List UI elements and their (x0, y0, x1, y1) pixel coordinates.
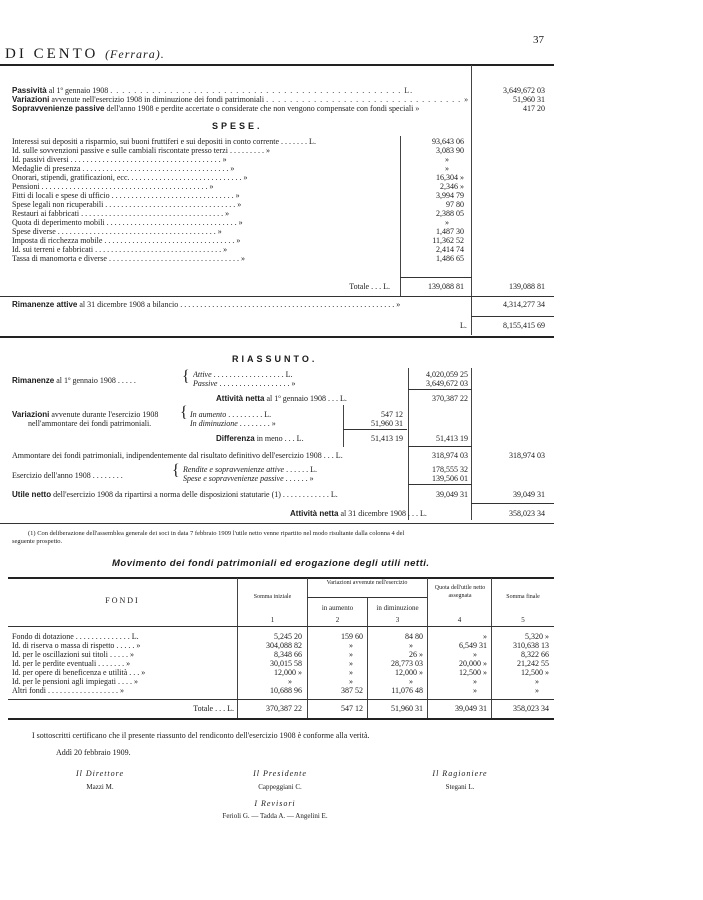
aumento-amount: 547 12 (381, 410, 403, 419)
passive-amount: 3,649,672 03 (426, 379, 468, 388)
spese-row: Onorari, stipendi, gratificazioni, ecc. . . . . . . . . . . . . . . . . . . . . . . . . . . . . » (12, 173, 248, 182)
table-cell: 30,015 58 (270, 659, 302, 668)
diminuzione-amount: 51,960 31 (371, 419, 403, 428)
spese-amount: 2,414 74 (436, 245, 464, 254)
spese-amount: » (445, 218, 449, 227)
table-totale-cell: 370,387 22 (266, 704, 302, 713)
grand-total-label: L. (460, 321, 467, 330)
riassunto-column-rule (408, 368, 409, 520)
spese-totale-label: Totale . . . L. (349, 282, 390, 291)
signature-title-ragioniere: Il Ragioniere (432, 769, 488, 778)
table-cell: » (288, 677, 292, 686)
col-number: 4 (457, 616, 462, 624)
table-cell: 5,245 20 (274, 632, 302, 641)
sopravvenienze-row: Sopravvenienze passive dell'anno 1908 e perdite accertate o considerate che non vengono compensate con fondi speciali » (12, 104, 421, 113)
spese-amount: 3,994 79 (436, 191, 464, 200)
rule (408, 446, 472, 447)
table-cell: » (473, 650, 477, 659)
spese-amount: 16,304 » (436, 173, 464, 182)
grand-total-rule (471, 316, 554, 317)
grand-total-amount: 8,155,415 69 (503, 321, 545, 330)
spese-amount: 2,388 05 (436, 209, 464, 218)
rimanenze-attive-total: 4,314,277 34 (503, 300, 545, 309)
header-title-paren: (Ferrara). (105, 47, 165, 61)
rendite-row: Rendite e sopravvenienze attive . . . . . . L. (183, 465, 317, 474)
spese-heading: SPESE. (212, 121, 263, 131)
table-row-label: Id. per le perdite eventuali . . . . . . . » (12, 659, 131, 668)
certification-text: I sottoscritti certificano che il presente riassunto del rendiconto dell'esercizio 1908 è conforme alla verità. (32, 731, 370, 740)
rimanenze-attive-row: Rimanenze attive al 31 dicembre 1908 a bilancio . . . . . . . . . . . . . . . . . . . . . . . . . . . . . . . . . . . . . . . . . . . . . . . . . . . . . . » (12, 300, 401, 309)
table-cell: 20,000 » (459, 659, 487, 668)
table-totale-label: Totale . . . L. (193, 704, 234, 713)
table-cell: » (349, 668, 353, 677)
table-cell: » (483, 632, 487, 641)
spese-amount: 1,487 30 (436, 227, 464, 236)
utile-amount: 39,049 31 (436, 490, 468, 499)
table-cell: » (535, 686, 539, 695)
rule (0, 523, 554, 524)
signature-title-direttore: Il Direttore (75, 769, 125, 778)
variazioni-total: 51,960 31 (513, 95, 545, 104)
spese-row: Interessi sui depositi a risparmio, sui buoni fruttiferi e sui depositi in conto corrente . . . . . . . L. (12, 137, 316, 146)
table-row-label: Id. per le oscillazioni sui titoli . . . . . » (12, 650, 134, 659)
spese-row: Spese legali non ricuperabili . . . . . . . . . . . . . . . . . . . . . . . . . . . . . . . . . » (12, 200, 242, 209)
table-cell: 26 » (409, 650, 423, 659)
table-cell: » (349, 659, 353, 668)
table-cell: » (535, 677, 539, 686)
spese-totale-amount: 139,088 81 (428, 282, 464, 291)
passivita-row: Passività al 1º gennaio 1908 . . . . . . . . . . . . . . . . . . . . . . . . . . . . . . . . . . . . . . . . . . . . . . . . . L. (12, 86, 414, 95)
spese-row: Id. sulle sovvenzioni passive e sulle cambiali riscontate presso terzi . . . . . . . . . » (12, 146, 270, 155)
attivita31-amount: 358,023 34 (509, 509, 545, 518)
table-totale-cell: 547 12 (341, 704, 363, 713)
passivita-total: 3,649,672 03 (503, 86, 545, 95)
header-title-caps: DI CENTO (5, 46, 99, 62)
utile-right: 39,049 31 (513, 490, 545, 499)
spese-row: Spese diverse . . . . . . . . . . . . . . . . . . . . . . . . . . . . . . . . . . . . . . . . » (12, 227, 222, 236)
passive-row: Passive . . . . . . . . . . . . . . . . . . » (193, 379, 296, 388)
table-cell: 11,076 48 (391, 686, 423, 695)
spese-row: Restauri ai fabbricati . . . . . . . . . . . . . . . . . . . . . . . . . . . . . . . . . . . . » (12, 209, 230, 218)
aumento-row: In aumento . . . . . . . . . L. (190, 410, 272, 419)
col-somma-finale: Somma finale (506, 594, 540, 600)
attive-row: Attive . . . . . . . . . . . . . . . . . . L. (193, 370, 293, 379)
table-cell: 8,348 66 (274, 650, 302, 659)
table-col-rule (427, 578, 428, 718)
table-bottom-rule (8, 718, 554, 720)
attivita31-row: Attività netta al 31 dicembre 1908 . . . L. (290, 509, 427, 518)
revisori-title: I Revisori (254, 799, 296, 808)
rule (408, 484, 472, 485)
col-number: 2 (335, 616, 340, 624)
section-rule (0, 336, 554, 338)
signature-name-direttore: Mazzi M. (86, 783, 114, 791)
rule (0, 296, 554, 297)
table-row-label: Fondo di dotazione . . . . . . . . . . . . . . L. (12, 632, 139, 641)
spese-row: Tassa di manomorta e diverse . . . . . . . . . . . . . . . . . . . . . . . . . . . . . . . . . » (12, 254, 245, 263)
rimanenze-row: Rimanenze al 1º gennaio 1908 . . . . . (12, 376, 136, 385)
col-number: 5 (521, 616, 525, 624)
col-in-diminuzione: in diminuzione (376, 604, 419, 612)
header-title (5, 46, 165, 63)
spese-row: Fitti di locali e spese di ufficio . . . . . . . . . . . . . . . . . . . . . . . . . . . . . . . » (12, 191, 240, 200)
spese-amount: 2,346 » (440, 182, 464, 191)
spese-amount: 1,486 65 (436, 254, 464, 263)
variazioni-text2: nell'ammontare dei fondi patrimoniali. (28, 419, 152, 428)
bracket: { (180, 404, 188, 421)
table-cell: 12,500 » (521, 668, 549, 677)
footnote-line1: (1) Con deliberazione dell'assemblea generale dei soci in data 7 febbraio 1909 l'utile netto venne ripartito nel modo risultante dalla colonna 4 del (28, 530, 405, 537)
table-cell: 6,549 31 (459, 641, 487, 650)
variazioni-column-rule (343, 405, 344, 447)
riassunto-right-rule (471, 368, 472, 520)
table-cell: 12,000 » (274, 668, 302, 677)
col-number: 1 (270, 616, 275, 624)
riassunto-heading: RIASSUNTO. (232, 354, 318, 364)
bracket: { (182, 368, 190, 385)
table-cell: 84 80 (405, 632, 423, 641)
table-cell: 12,500 » (459, 668, 487, 677)
table-cell: » (349, 677, 353, 686)
variazioni-label-row: Variazioni avvenute durante l'esercizio 1908 (12, 410, 159, 419)
spese-totale-right: 139,088 81 (509, 282, 545, 291)
differenza-amount: 51,413 19 (371, 434, 403, 443)
table-cell: » (473, 677, 477, 686)
table-totale-cell: 51,960 31 (391, 704, 423, 713)
spese-row: Medaglie di presenza . . . . . . . . . . . . . . . . . . . . . . . . . . . . . . . . . . . . . » (12, 164, 235, 173)
spese-row: Quota di deperimento mobili . . . . . . . . . . . . . . . . . . . . . . . . . . . . . . . . . » (12, 218, 243, 227)
diminuzione-row: In diminuzione . . . . . . . . » (190, 419, 276, 428)
footnote-line2: seguente prospetto. (12, 538, 63, 545)
spese-amount: 11,362 52 (432, 236, 464, 245)
col-somma-iniziale: Somma iniziale (253, 594, 292, 600)
ammontare-amount: 318,974 03 (432, 451, 468, 460)
table-cell: 21,242 55 (517, 659, 549, 668)
spese-total-rule (400, 277, 472, 278)
table-cell: » (349, 641, 353, 650)
table-row-label: Id. di riserva o massa di rispetto . . . . . » (12, 641, 141, 650)
utile-row: Utile netto dell'esercizio 1908 da ripartirsi a norma delle disposizioni statutarie (1) . . . . . . . . . . . . L. (12, 490, 338, 499)
signature-name-presidente: Cappeggiani C. (258, 783, 302, 791)
variazioni-row: Variazioni avvenute nell'esercizio 1908 in diminuzione dei fondi patrimoniali . . . . . . . . . . . . . . . . . . . . . . . . . . . . . . . . . » (12, 95, 470, 104)
table-cell: 159 60 (341, 632, 363, 641)
table-cell: 5,320 » (525, 632, 549, 641)
page-number: 37 (533, 34, 544, 46)
ammontare-row: Ammontare dei fondi patrimoniali, indipendentemente dal risultato definitivo dell'esercizio 1908 . . . L. (12, 451, 343, 460)
spese-amount: 97 80 (446, 200, 464, 209)
spese-column-rule (400, 136, 401, 296)
table-totale-cell: 358,023 34 (513, 704, 549, 713)
differenza-row: Differenza in meno . . . L. (216, 434, 304, 443)
ammontare-right: 318,974 03 (509, 451, 545, 460)
table-cell: » (409, 641, 413, 650)
spese-row: Pensioni . . . . . . . . . . . . . . . . . . . . . . . . . . . . . . . . . . . . . . . . . . » (12, 182, 214, 191)
esercizio-row: Esercizio dell'anno 1908 . . . . . . . . (12, 471, 123, 480)
col-fondi: FONDI (105, 596, 140, 605)
rendite-amount: 178,555 32 (432, 465, 468, 474)
table-cell: 28,773 03 (391, 659, 423, 668)
revisori-names: Ferioli G. — Tadda A. — Angelini E. (222, 812, 328, 820)
col-in-aumento: in aumento (321, 604, 354, 612)
col-variazioni: Variazioni avvenute nell'esercizio (326, 580, 408, 586)
table-cell: 10,688 96 (270, 686, 302, 695)
spese-row: Id. sui terreni e fabbricati . . . . . . . . . . . . . . . . . . . . . . . . . . . . . . . . » (12, 245, 228, 254)
spese-sop-row: Spese e sopravvenienze passive . . . . . . » (183, 474, 314, 483)
sopravvenienze-total: 417 20 (523, 104, 545, 113)
certification-date: Addì 20 febbraio 1909. (56, 748, 131, 757)
table-cell: » (349, 650, 353, 659)
spese-amount: 3,083 90 (436, 146, 464, 155)
col-quota: Quota dell'utile netto assegnata (434, 585, 486, 599)
table-totale-cell: 39,049 31 (455, 704, 487, 713)
bracket: { (172, 462, 180, 479)
table-cell: » (473, 686, 477, 695)
spese-row: Id. passivi diversi . . . . . . . . . . . . . . . . . . . . . . . . . . . . . . . . . . . . . . » (12, 155, 227, 164)
table-cell: 304,088 82 (266, 641, 302, 650)
table-header-rule (8, 626, 554, 627)
spese-amount: 93,643 06 (432, 137, 464, 146)
table-cell: » (409, 677, 413, 686)
signature-title-presidente: Il Presidente (253, 769, 307, 778)
rule (471, 503, 554, 504)
spese-row: Imposta di ricchezza mobile . . . . . . . . . . . . . . . . . . . . . . . . . . . . . . . . . » (12, 236, 241, 245)
table-col-rule (307, 578, 308, 718)
table-cell: 387 52 (341, 686, 363, 695)
table-row-label: Id. per le pensioni agli impiegati . . . . » (12, 677, 138, 686)
col-number: 3 (395, 616, 400, 624)
table-top-rule (8, 577, 554, 579)
attivita-row: Attività netta al 1º gennaio 1908 . . . L. (216, 394, 347, 403)
table-total-rule (8, 699, 554, 700)
attive-amount: 4,020,059 25 (426, 370, 468, 379)
spese-sop-amount: 139,506 01 (432, 474, 468, 483)
table-cell: 12,000 » (395, 668, 423, 677)
table-cell: 8,322 66 (521, 650, 549, 659)
rule (408, 389, 472, 390)
table-row-label: Altri fondi . . . . . . . . . . . . . . . . . . » (12, 686, 124, 695)
rule (343, 429, 407, 430)
attivita-amount: 370,387 22 (432, 394, 468, 403)
differenza-right: 51,413 19 (436, 434, 468, 443)
spese-amount: » (445, 155, 449, 164)
table-row-label: Id. per opere di beneficenza e utilità . . . » (12, 668, 146, 677)
table-cell: 310,638 13 (513, 641, 549, 650)
table-sub-rule (307, 597, 427, 598)
signature-name-ragioniere: Stegani L. (445, 783, 475, 791)
movimento-title: Movimento dei fondi patrimoniali ed erogazione degli utili netti. (112, 558, 430, 569)
spese-amount: » (445, 164, 449, 173)
